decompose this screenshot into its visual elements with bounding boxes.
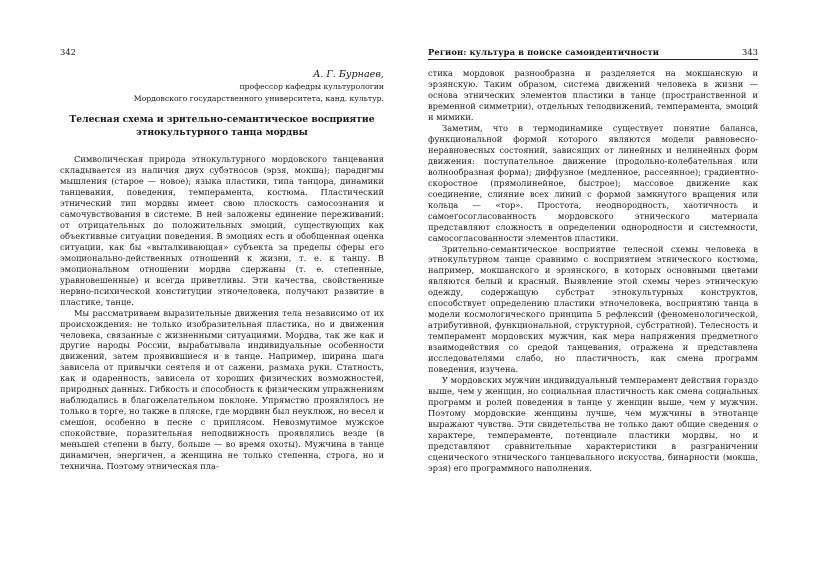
left-page-number: 342 — [60, 47, 76, 57]
left-running-head — [60, 45, 384, 59]
author-affiliation: Мордовского государственного университета, канд. культур. — [133, 93, 384, 103]
paragraph: Заметим, что в термодинамике существует понятие баланса, функциональной формой которого являются модели равновесно-неравновесных состояний, зависящих от линейных и нелинейных форм движения: поступательное движение (продольно-колебательная или волнообразная форма); диффузное (медленное, рассеянное); градиентно-скоростное (прямолинейное, быстрое); массовое движение как соединение, слияние всех линий с формой замкнутого вращения или кольца — «тор». Простота, неоднородность, хаотичность и самоегосогласованность мордовского этнического материала представляют сложность в определении однородности и системности, самосогласованности элементов пластики. — [428, 122, 758, 243]
author-position: профессор кафедры культурологии — [239, 82, 384, 91]
running-title: Регион: культура в поиске самоидентичности — [428, 47, 660, 57]
right-body-text — [428, 68, 758, 474]
right-page-number: 343 — [742, 47, 758, 57]
paragraph: Зрительно-семантическое восприятие телесной схемы человека в этнокультурном танце сравнимо с восприятием этнического костюма, например, мокшанского и эрзянского, в которых основными цветами являются белый и красный. Выявление этой схемы через этническую одежду, содержащую субстрат этнокультурных конструктов, способствует определению пластики этночеловека, восприятию танца в модели космологического принципа 5 рефлексий (феноменологической, атрибутивной, функциональной, структурной, субстратной). Телесность и темперамент мордовских мужчин, как мера напряжения предметного взаимодействия со средой танцевания, отражена и представлена исследователями слабо, но пластичность, как смена программ поведения, изучена. — [428, 243, 758, 375]
paragraph: стика мордовок разнообразна и разделяется на мокшанскую и эрзянскую. Таким образом, система движений человека в жизни — основа этнических элементов пластики в танце (пространственной и временной симметрии), отдельных телодвижений, темперамента, эмоций и мимики. — [428, 68, 758, 122]
right-running-head — [428, 45, 758, 60]
paragraph: Символическая природа этнокультурного мордовского танцевания складывается из наличия двух субэтносов (эрзя, мокша); парадигмы мышления (старое — новое); языка пластики, типа танцора, динамики танцевания, поведения, темперамента, костюма. Пластический этнический тип мордвы имеет свою плоскость самосознания и самочувствования в системе. В ней заложены единение переживаний: от отрицательных до положительных эмоций, существующих как объективные ситуации поведения. В эмоциях есть и обобщенная оценка ситуации, как бы «выталкивающая» субъекта за пределы сферы его эмоционально-действенных отношений к жизни, т. е. к танцу. В эмоциональном отношении мордва сдержаны (т. е. степенные, уравновешенные) и всегда приветливы. Эти качества, свойственные нервно-психической конституции этночеловека, получают развитие в пластике, танце. — [60, 154, 384, 307]
left-body-text — [60, 154, 384, 472]
article-title: Телесная схема и зрительно-семантическое восприятие этнокультурного танца мордвы — [69, 114, 375, 138]
paragraph: Мы рассматриваем выразительные движения тела независимо от их происхождения: не только изобразительная пластика, но и движения человека, связанные с жизненными ситуациями. Мордва, так же как и другие народы России, вырабатывала индивидуальные особенности движений, затем проявившиеся и в танце. Например, ширина шага зависела от привычки сеятеля и от сажени, размаха руки. Статность, как и одаренность, зависела от хороших физических возможностей, природных данных. Гибкость и способность к физическим упражнениям наблюдались в благожелательном поклоне. Упрямство проявлялось не только в торге, но также в пляске, где мордвин был неуклюж, но весел и смешон, особенно в песне с приплясом. Невозмутимое мужское спокойствие, поразительная неподвижность проявлялись везде (в меньшей степени в быту, больше — во время охоты). Мужчина в танце динамичен, энергичен, а женщина не только степенна, строга, но и технична. Поэтому этническая пла- — [60, 307, 384, 472]
author-block — [134, 68, 384, 104]
paragraph: У мордовских мужчин индивидуальный темперамент действия гораздо выше, чем у женщин, но социальная пластичность как смена социальных программ и ролей поведения в танце у женщин выше, чем у мужчин. Поэтому мордовские женщины лучше, чем мужчины в этнотанце выражают чувства. Эти свидетельства не только дают общие сведения о характере, темпераменте, потенциале пластики мордвы, но и представляют сравнительные характеристики в разграничении сценического этнического танцевального искусства, бинарности (мокша, эрзя) его программного наполнения. — [428, 375, 758, 473]
author-name: А. Г. Бурнаев, — [313, 69, 384, 80]
